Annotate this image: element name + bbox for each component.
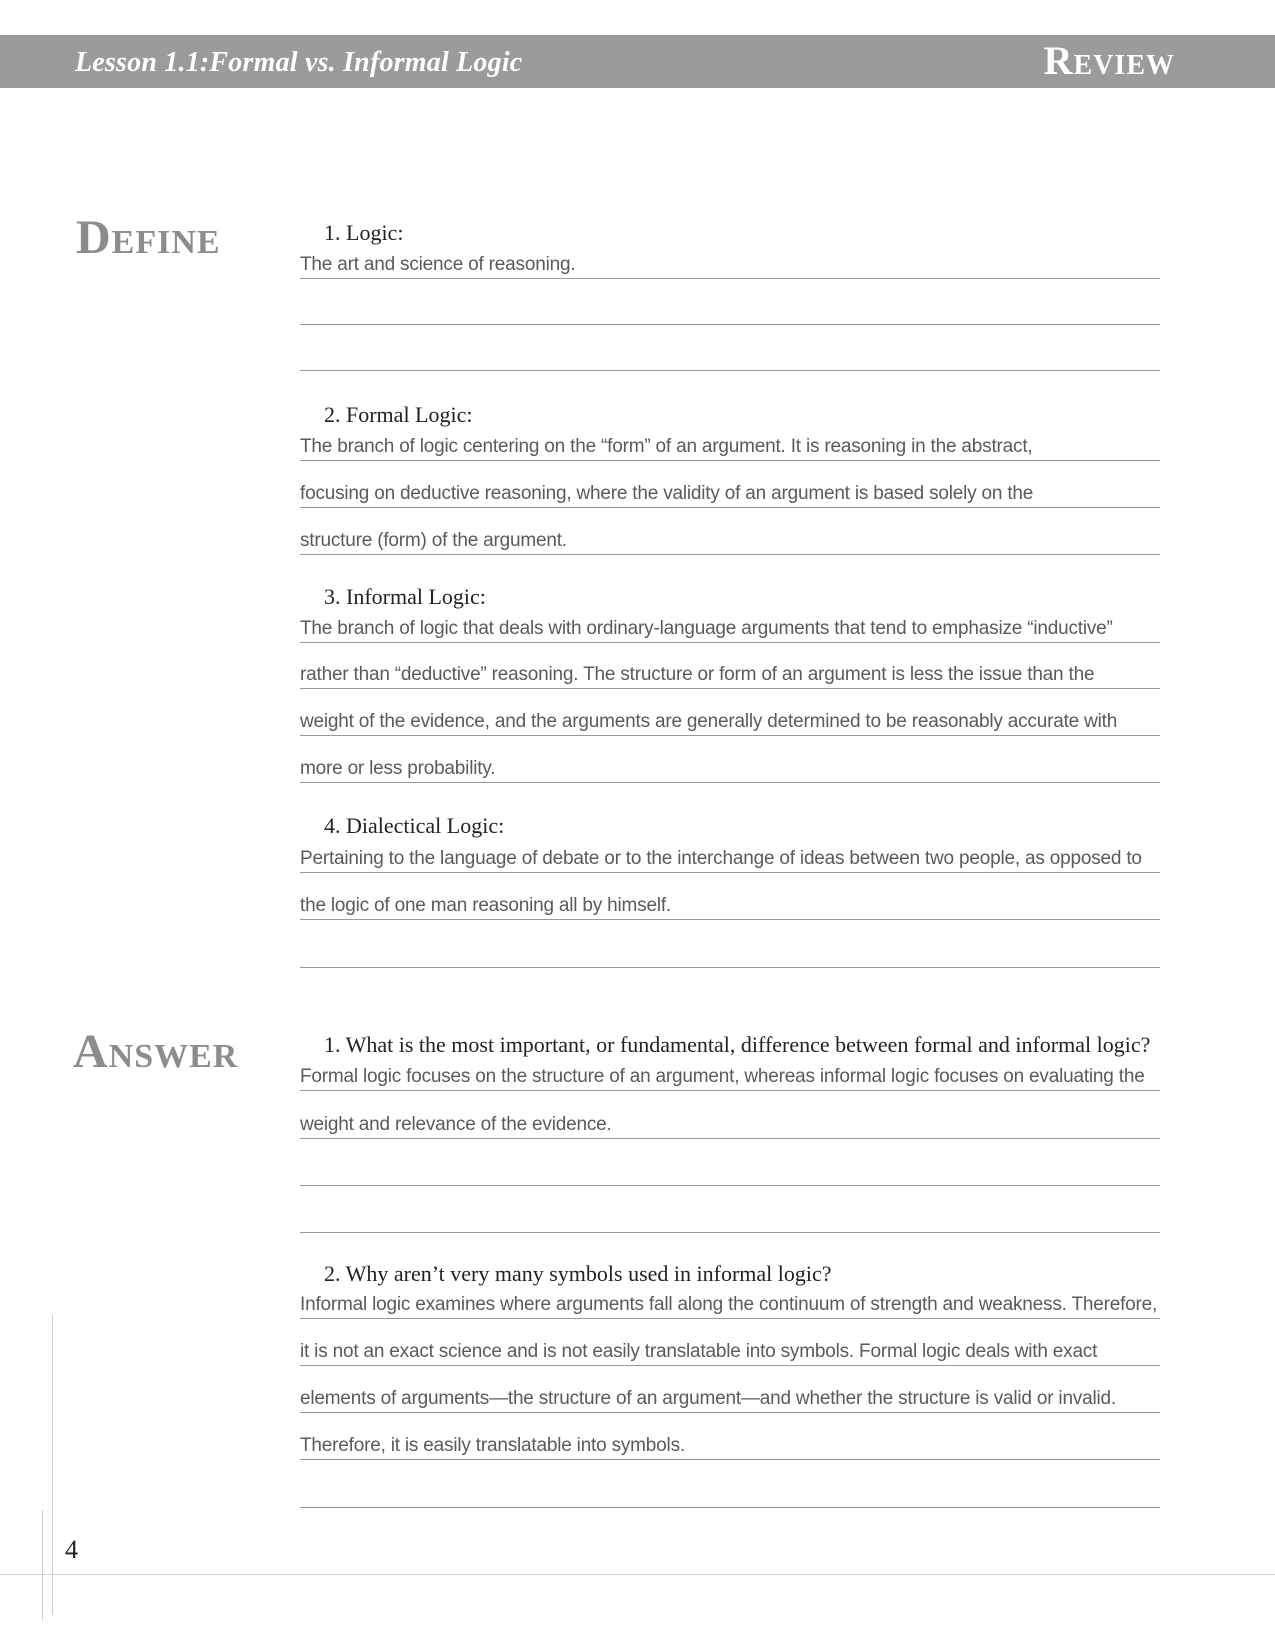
answer-line[interactable]: [300, 1159, 1160, 1186]
answer-line[interactable]: rather than “deductive” reasoning. The structure or form of an argument is less the issue than the: [300, 662, 1160, 689]
answer-line[interactable]: more or less probability.: [300, 756, 1160, 783]
answer-line[interactable]: elements of arguments—the structure of an argument—and whether the structure is valid or invalid.: [300, 1386, 1160, 1413]
define-item-label: 2. Formal Logic:: [324, 402, 473, 427]
answer-line[interactable]: weight and relevance of the evidence.: [300, 1112, 1160, 1139]
answer-line[interactable]: it is not an exact science and is not easily translatable into symbols. Formal logic deals with exact: [300, 1339, 1160, 1366]
lesson-title: Lesson 1.1:Formal vs. Informal Logic: [75, 47, 523, 78]
answer-line[interactable]: weight of the evidence, and the arguments are generally determined to be reasonably accurate with: [300, 709, 1160, 736]
answer-line[interactable]: Therefore, it is easily translatable into symbols.: [300, 1433, 1160, 1460]
answer-line[interactable]: [300, 298, 1160, 325]
define-item-label: 4. Dialectical Logic:: [324, 813, 505, 838]
answer-question-label: 2. Why aren’t very many symbols used in informal logic?: [324, 1261, 832, 1286]
answer-line[interactable]: the logic of one man reasoning all by himself.: [300, 893, 1160, 920]
answer-line[interactable]: The branch of logic that deals with ordinary-language arguments that tend to emphasize “inductive”: [300, 616, 1160, 643]
answer-question-label: 1. What is the most important, or fundamental, difference between formal and informal logic?: [324, 1032, 1151, 1057]
answer-line[interactable]: [300, 344, 1160, 371]
answer-line[interactable]: The branch of logic centering on the “form” of an argument. It is reasoning in the abstract,: [300, 434, 1160, 461]
answer-line[interactable]: focusing on deductive reasoning, where the validity of an argument is based solely on the: [300, 481, 1160, 508]
answer-line[interactable]: [300, 941, 1160, 968]
answer-line[interactable]: Informal logic examines where arguments fall along the continuum of strength and weakness. Therefore,: [300, 1292, 1160, 1319]
define-heading: Define: [76, 211, 221, 264]
answer-line[interactable]: [300, 1481, 1160, 1508]
margin-rule-vertical: [52, 1315, 53, 1615]
answer-line[interactable]: Formal logic focuses on the structure of an argument, whereas informal logic focuses on evaluating the: [300, 1064, 1160, 1091]
margin-rule-vertical: [42, 1510, 43, 1620]
answer-line[interactable]: Pertaining to the language of debate or to the interchange of ideas between two people, as opposed to: [300, 846, 1160, 873]
header-bar: [0, 35, 1275, 88]
answer-line[interactable]: structure (form) of the argument.: [300, 528, 1160, 555]
answer-heading: Answer: [73, 1025, 239, 1078]
review-label: Review: [1043, 38, 1175, 83]
page-number: 4: [65, 1535, 78, 1564]
margin-rule-horizontal: [0, 1574, 1275, 1575]
answer-line[interactable]: The art and science of reasoning.: [300, 252, 1160, 279]
define-item-label: 1. Logic:: [324, 220, 404, 245]
define-item-label: 3. Informal Logic:: [324, 584, 486, 609]
answer-line[interactable]: [300, 1206, 1160, 1233]
